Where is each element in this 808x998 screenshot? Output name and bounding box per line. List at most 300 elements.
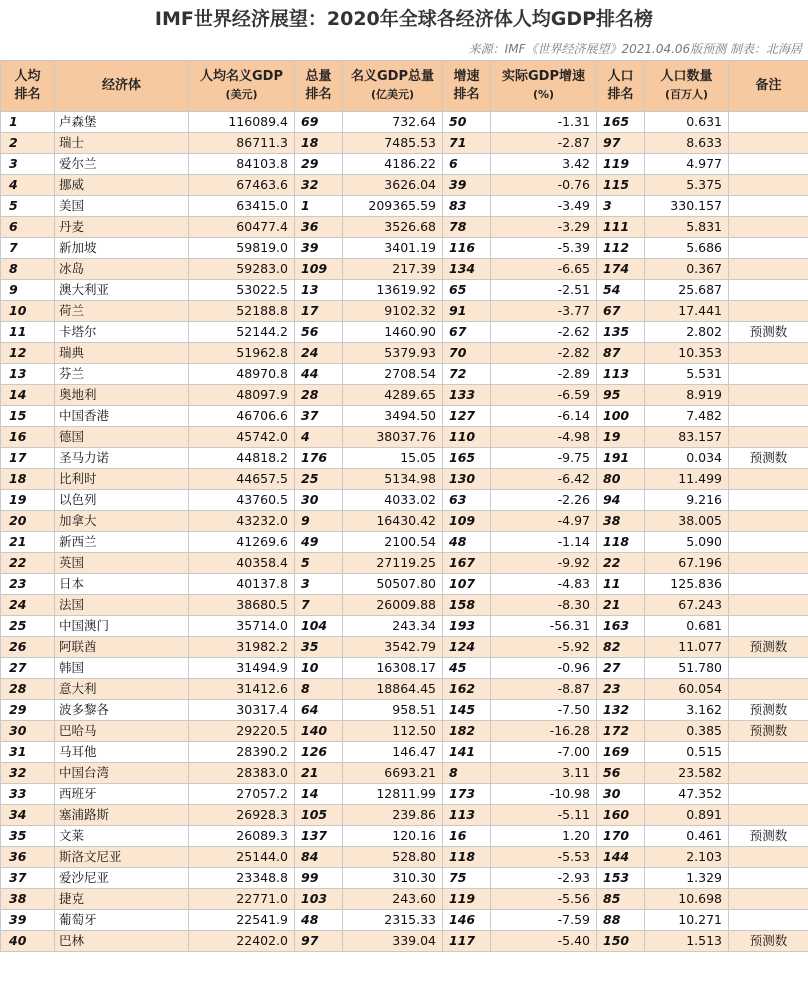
- rank-cell: 16: [1, 427, 55, 448]
- gdp-total-cell: 3542.79: [343, 637, 443, 658]
- population-cell: 330.157: [645, 196, 729, 217]
- total-rank-cell: 14: [295, 784, 343, 805]
- pop-rank-cell: 174: [597, 259, 645, 280]
- growth-cell: -5.39: [491, 238, 597, 259]
- economy-cell: 美国: [55, 196, 189, 217]
- table-row: [1, 868, 808, 889]
- growth-cell: -4.97: [491, 511, 597, 532]
- growth-cell: -9.92: [491, 553, 597, 574]
- growth-rank-cell: 167: [443, 553, 491, 574]
- note-cell: 预测数: [729, 700, 808, 721]
- pop-rank-cell: 170: [597, 826, 645, 847]
- gdp-per-capita-cell: 43232.0: [189, 511, 295, 532]
- total-rank-cell: 30: [295, 490, 343, 511]
- growth-cell: -2.62: [491, 322, 597, 343]
- total-rank-cell: 13: [295, 280, 343, 301]
- pop-rank-cell: 56: [597, 763, 645, 784]
- gdp-total-cell: 4289.65: [343, 385, 443, 406]
- table-row: [1, 574, 808, 595]
- population-cell: 17.441: [645, 301, 729, 322]
- gdp-per-capita-cell: 41269.6: [189, 532, 295, 553]
- gdp-total-cell: 5379.93: [343, 343, 443, 364]
- population-cell: 10.698: [645, 889, 729, 910]
- gdp-per-capita-cell: 63415.0: [189, 196, 295, 217]
- gdp-per-capita-cell: 45742.0: [189, 427, 295, 448]
- gdp-per-capita-cell: 28383.0: [189, 763, 295, 784]
- growth-cell: -5.56: [491, 889, 597, 910]
- population-cell: 5.531: [645, 364, 729, 385]
- table-row: [1, 490, 808, 511]
- rank-cell: 6: [1, 217, 55, 238]
- note-cell: [729, 763, 808, 784]
- pop-rank-cell: 169: [597, 742, 645, 763]
- total-rank-cell: 32: [295, 175, 343, 196]
- economy-cell: 比利时: [55, 469, 189, 490]
- table-row: [1, 112, 808, 133]
- growth-cell: -1.31: [491, 112, 597, 133]
- note-cell: [729, 385, 808, 406]
- population-cell: 0.034: [645, 448, 729, 469]
- gdp-per-capita-cell: 26928.3: [189, 805, 295, 826]
- gdp-total-cell: 16308.17: [343, 658, 443, 679]
- note-cell: [729, 427, 808, 448]
- population-cell: 0.367: [645, 259, 729, 280]
- total-rank-cell: 48: [295, 910, 343, 931]
- total-rank-cell: 21: [295, 763, 343, 784]
- population-cell: 51.780: [645, 658, 729, 679]
- gdp-total-cell: 112.50: [343, 721, 443, 742]
- table-row: [1, 133, 808, 154]
- rank-cell: 1: [1, 112, 55, 133]
- economy-cell: 葡萄牙: [55, 910, 189, 931]
- gdp-per-capita-cell: 51962.8: [189, 343, 295, 364]
- growth-rank-cell: 193: [443, 616, 491, 637]
- note-cell: 预测数: [729, 637, 808, 658]
- col-header-rank: 人均 排名: [1, 61, 55, 112]
- gdp-per-capita-cell: 52188.8: [189, 301, 295, 322]
- growth-cell: 1.20: [491, 826, 597, 847]
- pop-rank-cell: 111: [597, 217, 645, 238]
- growth-rank-cell: 107: [443, 574, 491, 595]
- pop-rank-cell: 85: [597, 889, 645, 910]
- gdp-per-capita-cell: 38680.5: [189, 595, 295, 616]
- gdp-per-capita-cell: 26089.3: [189, 826, 295, 847]
- total-rank-cell: 99: [295, 868, 343, 889]
- gdp-per-capita-cell: 29220.5: [189, 721, 295, 742]
- pop-rank-cell: 119: [597, 154, 645, 175]
- note-cell: [729, 574, 808, 595]
- growth-rank-cell: 162: [443, 679, 491, 700]
- note-cell: [729, 847, 808, 868]
- table-row: [1, 784, 808, 805]
- economy-cell: 新西兰: [55, 532, 189, 553]
- growth-rank-cell: 119: [443, 889, 491, 910]
- note-cell: [729, 154, 808, 175]
- table-row: [1, 259, 808, 280]
- table-row: [1, 532, 808, 553]
- growth-rank-cell: 78: [443, 217, 491, 238]
- table-row: [1, 385, 808, 406]
- gdp-total-cell: 120.16: [343, 826, 443, 847]
- population-cell: 38.005: [645, 511, 729, 532]
- rank-cell: 12: [1, 343, 55, 364]
- growth-rank-cell: 110: [443, 427, 491, 448]
- gdp-total-cell: 146.47: [343, 742, 443, 763]
- population-cell: 5.831: [645, 217, 729, 238]
- growth-rank-cell: 134: [443, 259, 491, 280]
- table-row: [1, 280, 808, 301]
- growth-rank-cell: 63: [443, 490, 491, 511]
- economy-cell: 圣马力诺: [55, 448, 189, 469]
- economy-cell: 中国台湾: [55, 763, 189, 784]
- rank-cell: 33: [1, 784, 55, 805]
- table-row: [1, 595, 808, 616]
- gdp-total-cell: 15.05: [343, 448, 443, 469]
- rank-cell: 7: [1, 238, 55, 259]
- population-cell: 47.352: [645, 784, 729, 805]
- total-rank-cell: 18: [295, 133, 343, 154]
- total-rank-cell: 97: [295, 931, 343, 952]
- total-rank-cell: 84: [295, 847, 343, 868]
- gdp-per-capita-cell: 84103.8: [189, 154, 295, 175]
- growth-cell: -3.77: [491, 301, 597, 322]
- growth-cell: -16.28: [491, 721, 597, 742]
- page-title: IMF世界经济展望：2020年全球各经济体人均GDP排名榜: [154, 8, 654, 30]
- pop-rank-cell: 21: [597, 595, 645, 616]
- rank-cell: 25: [1, 616, 55, 637]
- growth-rank-cell: 75: [443, 868, 491, 889]
- gdp-per-capita-cell: 27057.2: [189, 784, 295, 805]
- table-row: [1, 616, 808, 637]
- growth-cell: -6.14: [491, 406, 597, 427]
- table-row: [1, 469, 808, 490]
- note-cell: [729, 805, 808, 826]
- table-row: [1, 763, 808, 784]
- pop-rank-cell: 172: [597, 721, 645, 742]
- growth-cell: -6.65: [491, 259, 597, 280]
- rank-cell: 21: [1, 532, 55, 553]
- growth-rank-cell: 118: [443, 847, 491, 868]
- table-row: [1, 826, 808, 847]
- pop-rank-cell: 95: [597, 385, 645, 406]
- pop-rank-cell: 82: [597, 637, 645, 658]
- growth-cell: -6.42: [491, 469, 597, 490]
- population-cell: 0.631: [645, 112, 729, 133]
- economy-cell: 韩国: [55, 658, 189, 679]
- gdp-per-capita-cell: 30317.4: [189, 700, 295, 721]
- growth-rank-cell: 8: [443, 763, 491, 784]
- population-cell: 2.802: [645, 322, 729, 343]
- growth-rank-cell: 165: [443, 448, 491, 469]
- pop-rank-cell: 165: [597, 112, 645, 133]
- table-row: [1, 910, 808, 931]
- gdp-total-cell: 12811.99: [343, 784, 443, 805]
- gdp-total-cell: 4186.22: [343, 154, 443, 175]
- note-cell: [729, 301, 808, 322]
- table-row: [1, 154, 808, 175]
- gdp-total-cell: 958.51: [343, 700, 443, 721]
- growth-cell: -0.76: [491, 175, 597, 196]
- note-cell: [729, 343, 808, 364]
- population-cell: 3.162: [645, 700, 729, 721]
- economy-cell: 以色列: [55, 490, 189, 511]
- total-rank-cell: 64: [295, 700, 343, 721]
- growth-cell: -5.92: [491, 637, 597, 658]
- growth-cell: -2.93: [491, 868, 597, 889]
- gdp-total-cell: 27119.25: [343, 553, 443, 574]
- gdp-total-cell: 209365.59: [343, 196, 443, 217]
- rank-cell: 8: [1, 259, 55, 280]
- gdp-total-cell: 217.39: [343, 259, 443, 280]
- economy-cell: 瑞典: [55, 343, 189, 364]
- economy-cell: 塞浦路斯: [55, 805, 189, 826]
- total-rank-cell: 10: [295, 658, 343, 679]
- table-row: [1, 343, 808, 364]
- table-row: [1, 700, 808, 721]
- col-header-pop-rank: 人口 排名: [597, 61, 645, 112]
- economy-cell: 马耳他: [55, 742, 189, 763]
- growth-rank-cell: 48: [443, 532, 491, 553]
- rank-cell: 3: [1, 154, 55, 175]
- growth-rank-cell: 109: [443, 511, 491, 532]
- gdp-per-capita-cell: 28390.2: [189, 742, 295, 763]
- gdp-per-capita-cell: 60477.4: [189, 217, 295, 238]
- pop-rank-cell: 94: [597, 490, 645, 511]
- total-rank-cell: 24: [295, 343, 343, 364]
- gdp-total-cell: 528.80: [343, 847, 443, 868]
- total-rank-cell: 3: [295, 574, 343, 595]
- gdp-per-capita-cell: 22541.9: [189, 910, 295, 931]
- total-rank-cell: 35: [295, 637, 343, 658]
- economy-cell: 爱尔兰: [55, 154, 189, 175]
- pop-rank-cell: 23: [597, 679, 645, 700]
- table-row: [1, 301, 808, 322]
- rank-cell: 35: [1, 826, 55, 847]
- economy-cell: 捷克: [55, 889, 189, 910]
- economy-cell: 卢森堡: [55, 112, 189, 133]
- rank-cell: 23: [1, 574, 55, 595]
- population-cell: 0.461: [645, 826, 729, 847]
- note-cell: [729, 133, 808, 154]
- total-rank-cell: 109: [295, 259, 343, 280]
- col-header-economy: 经济体: [55, 61, 189, 112]
- pop-rank-cell: 100: [597, 406, 645, 427]
- growth-cell: -9.75: [491, 448, 597, 469]
- economy-cell: 芬兰: [55, 364, 189, 385]
- growth-cell: -2.51: [491, 280, 597, 301]
- population-cell: 8.633: [645, 133, 729, 154]
- note-cell: [729, 217, 808, 238]
- rank-cell: 38: [1, 889, 55, 910]
- growth-rank-cell: 67: [443, 322, 491, 343]
- total-rank-cell: 56: [295, 322, 343, 343]
- total-rank-cell: 28: [295, 385, 343, 406]
- economy-cell: 卡塔尔: [55, 322, 189, 343]
- note-cell: [729, 658, 808, 679]
- growth-rank-cell: 158: [443, 595, 491, 616]
- rank-cell: 17: [1, 448, 55, 469]
- growth-rank-cell: 130: [443, 469, 491, 490]
- economy-cell: 荷兰: [55, 301, 189, 322]
- population-cell: 7.482: [645, 406, 729, 427]
- growth-rank-cell: 117: [443, 931, 491, 952]
- note-cell: [729, 364, 808, 385]
- economy-cell: 新加坡: [55, 238, 189, 259]
- gdp-total-cell: 239.86: [343, 805, 443, 826]
- pop-rank-cell: 113: [597, 364, 645, 385]
- population-cell: 11.499: [645, 469, 729, 490]
- economy-cell: 巴哈马: [55, 721, 189, 742]
- table-row: [1, 406, 808, 427]
- pop-rank-cell: 115: [597, 175, 645, 196]
- note-cell: [729, 259, 808, 280]
- pop-rank-cell: 54: [597, 280, 645, 301]
- growth-cell: -3.49: [491, 196, 597, 217]
- table-row: [1, 679, 808, 700]
- growth-cell: -5.11: [491, 805, 597, 826]
- pop-rank-cell: 163: [597, 616, 645, 637]
- rank-cell: 34: [1, 805, 55, 826]
- table-row: [1, 196, 808, 217]
- growth-cell: -3.29: [491, 217, 597, 238]
- table-row: [1, 217, 808, 238]
- economy-cell: 中国澳门: [55, 616, 189, 637]
- population-cell: 83.157: [645, 427, 729, 448]
- pop-rank-cell: 118: [597, 532, 645, 553]
- rank-cell: 39: [1, 910, 55, 931]
- growth-cell: -56.31: [491, 616, 597, 637]
- population-cell: 10.271: [645, 910, 729, 931]
- rank-cell: 14: [1, 385, 55, 406]
- pop-rank-cell: 191: [597, 448, 645, 469]
- total-rank-cell: 103: [295, 889, 343, 910]
- pop-rank-cell: 80: [597, 469, 645, 490]
- pop-rank-cell: 19: [597, 427, 645, 448]
- note-cell: 预测数: [729, 322, 808, 343]
- total-rank-cell: 69: [295, 112, 343, 133]
- table-row: [1, 721, 808, 742]
- pop-rank-cell: 67: [597, 301, 645, 322]
- pop-rank-cell: 3: [597, 196, 645, 217]
- gdp-per-capita-cell: 23348.8: [189, 868, 295, 889]
- growth-rank-cell: 72: [443, 364, 491, 385]
- gdp-total-cell: 3401.19: [343, 238, 443, 259]
- note-cell: [729, 532, 808, 553]
- rank-cell: 31: [1, 742, 55, 763]
- gdp-per-capita-cell: 22771.0: [189, 889, 295, 910]
- table-row: [1, 637, 808, 658]
- rank-cell: 5: [1, 196, 55, 217]
- table-row: [1, 889, 808, 910]
- economy-cell: 西班牙: [55, 784, 189, 805]
- economy-cell: 阿联酋: [55, 637, 189, 658]
- growth-cell: -10.98: [491, 784, 597, 805]
- note-cell: [729, 280, 808, 301]
- pop-rank-cell: 88: [597, 910, 645, 931]
- pop-rank-cell: 97: [597, 133, 645, 154]
- population-cell: 0.891: [645, 805, 729, 826]
- population-cell: 0.385: [645, 721, 729, 742]
- rank-cell: 32: [1, 763, 55, 784]
- gdp-per-capita-cell: 43760.5: [189, 490, 295, 511]
- rank-cell: 18: [1, 469, 55, 490]
- gdp-total-cell: 4033.02: [343, 490, 443, 511]
- population-cell: 5.375: [645, 175, 729, 196]
- rank-cell: 37: [1, 868, 55, 889]
- gdp-total-cell: 310.30: [343, 868, 443, 889]
- note-cell: [729, 511, 808, 532]
- total-rank-cell: 44: [295, 364, 343, 385]
- total-rank-cell: 39: [295, 238, 343, 259]
- pop-rank-cell: 160: [597, 805, 645, 826]
- note-cell: [729, 553, 808, 574]
- note-cell: [729, 469, 808, 490]
- population-cell: 0.681: [645, 616, 729, 637]
- economy-cell: 波多黎各: [55, 700, 189, 721]
- population-cell: 4.977: [645, 154, 729, 175]
- growth-cell: -1.14: [491, 532, 597, 553]
- pop-rank-cell: 27: [597, 658, 645, 679]
- economy-cell: 爱沙尼亚: [55, 868, 189, 889]
- economy-cell: 德国: [55, 427, 189, 448]
- population-cell: 5.090: [645, 532, 729, 553]
- table-row: [1, 427, 808, 448]
- growth-cell: -4.98: [491, 427, 597, 448]
- total-rank-cell: 37: [295, 406, 343, 427]
- rank-cell: 27: [1, 658, 55, 679]
- rank-cell: 29: [1, 700, 55, 721]
- economy-cell: 文莱: [55, 826, 189, 847]
- gdp-per-capita-cell: 40137.8: [189, 574, 295, 595]
- growth-cell: -2.87: [491, 133, 597, 154]
- note-cell: [729, 742, 808, 763]
- note-cell: [729, 784, 808, 805]
- gdp-per-capita-cell: 31494.9: [189, 658, 295, 679]
- growth-cell: 3.42: [491, 154, 597, 175]
- gdp-total-cell: 26009.88: [343, 595, 443, 616]
- rank-cell: 22: [1, 553, 55, 574]
- economy-cell: 中国香港: [55, 406, 189, 427]
- growth-cell: -6.59: [491, 385, 597, 406]
- col-header-growth-rank: 增速 排名: [443, 61, 491, 112]
- growth-cell: -8.87: [491, 679, 597, 700]
- pop-rank-cell: 132: [597, 700, 645, 721]
- total-rank-cell: 1: [295, 196, 343, 217]
- gdp-per-capita-cell: 48097.9: [189, 385, 295, 406]
- note-cell: 预测数: [729, 721, 808, 742]
- col-header-note: 备注: [729, 61, 808, 112]
- gdp-per-capita-cell: 53022.5: [189, 280, 295, 301]
- growth-rank-cell: 45: [443, 658, 491, 679]
- growth-cell: -2.26: [491, 490, 597, 511]
- growth-cell: -2.89: [491, 364, 597, 385]
- gdp-per-capita-cell: 67463.6: [189, 175, 295, 196]
- total-rank-cell: 49: [295, 532, 343, 553]
- gdp-total-cell: 3626.04: [343, 175, 443, 196]
- gdp-per-capita-cell: 40358.4: [189, 553, 295, 574]
- gdp-per-capita-cell: 116089.4: [189, 112, 295, 133]
- gdp-total-cell: 16430.42: [343, 511, 443, 532]
- population-cell: 9.216: [645, 490, 729, 511]
- population-cell: 11.077: [645, 637, 729, 658]
- gdp-total-cell: 50507.80: [343, 574, 443, 595]
- growth-cell: -0.96: [491, 658, 597, 679]
- total-rank-cell: 140: [295, 721, 343, 742]
- pop-rank-cell: 150: [597, 931, 645, 952]
- note-cell: [729, 238, 808, 259]
- gdp-per-capita-cell: 35714.0: [189, 616, 295, 637]
- rank-cell: 24: [1, 595, 55, 616]
